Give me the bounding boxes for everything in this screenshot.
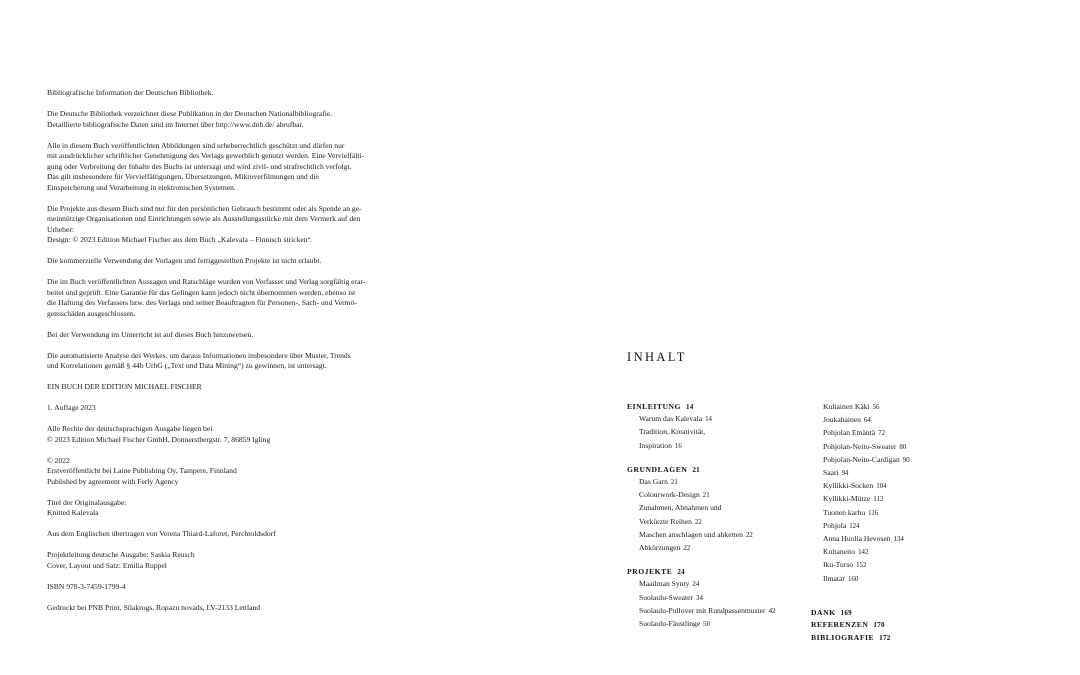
imprint-line: meinnützige Organisationen und Einrichtungen sowie als Ausstellungsstücke mit dem Vermerk auf den (47, 214, 361, 223)
toc-entry[interactable] (627, 578, 827, 591)
toc-entry[interactable] (811, 533, 1026, 546)
toc-entry-page: 21 (670, 479, 678, 487)
toc-entry-page: 22 (694, 518, 702, 526)
toc-section-heading-bibliografie[interactable] (811, 632, 1026, 645)
toc-group-grundlagen (627, 464, 827, 555)
toc-entry[interactable] (811, 454, 1026, 467)
imprint-line: Urheber: (47, 224, 74, 234)
toc-columns (627, 401, 1037, 643)
toc-entry-label: Pohjolan-Neito-Cardigan (823, 454, 900, 464)
toc-entry-label: Anna Huolia Hevosen (823, 534, 891, 544)
toc-entry-label: Suolaulu-Pullover mit Rundpassenmuster (639, 605, 766, 615)
imprint-line: Cover, Layout und Satz: Emilia Ruppel (47, 560, 167, 570)
imprint-line: mit ausdrücklicher schriftlicher Genehmigung des Verlags gewerblich genutzt werden. Eine Vervielfälti- (47, 151, 365, 160)
imprint-paragraph-printer (47, 603, 407, 614)
toc-section-label: GRUNDLAGEN (627, 464, 688, 474)
imprint-paragraph-personal-use (47, 204, 407, 246)
imprint-line: Die kommerzielle Verwendung der Vorlagen und fertiggestellten Projekte ist nicht erlaubt. (47, 256, 322, 265)
toc-column-left (627, 401, 827, 631)
imprint-line-design-credit: Design: © 2023 Edition Michael Fischer aus dem Buch „Kalevala – Finnisch stricken“. (47, 235, 313, 244)
toc-entry-label: Suolaulu-Sweater (639, 592, 693, 602)
toc-entry-page: 22 (745, 531, 753, 539)
toc-entry-page: 34 (696, 594, 703, 602)
toc-entry[interactable] (811, 546, 1026, 559)
toc-section-heading-referenzen[interactable] (811, 619, 1026, 632)
imprint-line: und Korrelationen gemäß § 44b UrhG („Text und Data Mining“) zu gewinnen, ist untersagt. (47, 361, 327, 370)
imprint-line: Die im Buch veröffentlichten Aussagen und Ratschläge wurden von Verfasser und Verlag sorgfältig erar- (47, 277, 366, 286)
toc-entry[interactable] (811, 427, 1026, 440)
toc-entry-page: 22 (683, 545, 691, 553)
imprint-line: Die Projekte aus diesem Buch sind nur für den persönlichen Gebrauch bestimmt oder als Spende an ge- (47, 203, 362, 213)
toc-entry-page: 14 (705, 416, 712, 424)
toc-entry[interactable] (811, 493, 1026, 506)
toc-group-projekte (627, 566, 827, 631)
imprint-paragraph-copyright-images (47, 141, 407, 194)
toc-entry-label: Kultainen Käki (823, 402, 870, 411)
toc-entry[interactable] (811, 520, 1026, 533)
toc-entry-label: Abkürzungen (639, 543, 681, 553)
toc-entry-label: Maailman Synty (639, 579, 690, 589)
toc-entry-label: Pohjolan-Neito-Sweater (823, 441, 897, 451)
toc-entry[interactable] (627, 618, 827, 631)
imprint-line: Titel der Originalausgabe: (47, 497, 127, 507)
toc-entry[interactable] (811, 559, 1026, 572)
toc-entry-page: 94 (841, 470, 849, 478)
toc-entry[interactable] (627, 413, 827, 426)
imprint-paragraph-original-publisher (47, 456, 407, 488)
imprint-line: Bei der Verwendung im Unterricht ist auf dieses Buch hinzuweisen. (47, 329, 254, 339)
toc-section-heading-grundlagen[interactable] (627, 464, 827, 476)
toc-entry[interactable] (811, 414, 1026, 427)
imprint-paragraph-project-management (47, 550, 407, 571)
toc-entry-label: Tradition, Kreativität, (639, 427, 706, 437)
toc-entry-label: Joukahainen (823, 415, 861, 425)
toc-section-page: 21 (692, 465, 700, 474)
imprint-paragraph-classroom-use (47, 330, 407, 341)
toc-entry[interactable] (627, 489, 827, 502)
table-of-contents (627, 350, 1037, 643)
toc-group-einleitung (627, 401, 827, 453)
imprint-line: Die automatisierte Analyse des Werkes, um daraus Informationen insbesondere über Muster, Trends (47, 350, 351, 360)
toc-section-label: EINLEITUNG (627, 402, 682, 411)
toc-section-label: PROJEKTE (627, 567, 673, 577)
toc-heading: INHALT (627, 350, 687, 364)
toc-back-matter (811, 607, 1026, 645)
toc-entry[interactable] (627, 516, 827, 529)
imprint-line-original-title: Knitted Kalevala (47, 508, 99, 517)
toc-entry[interactable] (627, 502, 827, 515)
toc-entry[interactable] (811, 480, 1026, 493)
imprint-line: die Haftung des Verfassers bzw. des Verlags und seiner Beauftragten für Personen-, Sach- und Vermö- (47, 298, 357, 307)
toc-entry-page: 21 (702, 492, 710, 500)
toc-entry-page: 24 (692, 581, 700, 589)
toc-entry-page: 112 (873, 496, 884, 504)
toc-entry[interactable] (627, 542, 827, 555)
toc-column-right (811, 401, 1026, 645)
imprint-paragraph-commercial-use (47, 256, 407, 267)
toc-entry-label: Ilmatar (823, 573, 845, 583)
toc-entry-page: 104 (876, 483, 887, 491)
toc-section-page: 170 (873, 621, 885, 630)
toc-entry-page (721, 505, 724, 512)
toc-entry[interactable] (627, 605, 827, 618)
imprint-paragraph-edition (47, 403, 407, 414)
imprint-line: gung oder Verbreitung der Inhalte des Buchs ist untersagt und wird zivil- und strafrechtlich verfolgt. (47, 161, 352, 171)
toc-section-page: 24 (677, 568, 685, 577)
imprint-paragraph-bibliographic-info (47, 88, 407, 99)
toc-entry[interactable] (627, 440, 827, 453)
toc-entry-page: 16 (674, 442, 682, 450)
toc-entry-label: Kyllikki-Mütze (823, 494, 871, 504)
toc-entry-page: 56 (872, 404, 880, 411)
toc-section-heading-dank[interactable] (811, 607, 1026, 620)
toc-entry[interactable] (811, 507, 1026, 520)
toc-entry-page: 152 (856, 562, 867, 570)
imprint-line: © 2023 Edition Michael Fischer GmbH, Donnerstbergstr. 7, 86859 Igling (47, 434, 271, 444)
toc-entry[interactable] (811, 401, 1026, 414)
toc-entry-label: Das Garn (639, 477, 668, 487)
toc-entry-page: 80 (899, 443, 907, 451)
toc-entry-page: 72 (878, 430, 885, 438)
imprint-line: Erstveröffentlicht bei Laine Publishing Oy, Tampere, Finnland (47, 466, 237, 475)
toc-entry-page: 42 (768, 607, 776, 615)
toc-entry-label: Saari (823, 468, 839, 478)
toc-entry-label: Kyllikki-Socken (823, 481, 874, 491)
isbn-value: ISBN 978-3-7459-1799-4 (47, 581, 126, 591)
toc-section-page: 14 (686, 403, 694, 411)
imprint-paragraph-text-data-mining (47, 351, 407, 372)
toc-section-heading-projekte[interactable] (627, 566, 827, 578)
toc-entry[interactable] (811, 467, 1026, 480)
toc-entry[interactable] (811, 573, 1026, 586)
toc-entry-page: 160 (847, 575, 859, 583)
toc-entry-page: 116 (868, 509, 879, 517)
toc-entry-label: Zunahmen, Abnahmen und (639, 503, 722, 513)
imprint-line: Alle Rechte der deutschsprachigen Ausgabe liegen bei (47, 424, 213, 433)
imprint-line: EIN BUCH DER EDITION MICHAEL FISCHER (47, 382, 202, 391)
imprint-line: Published by agreement with Ferly Agency (47, 476, 179, 486)
imprint-line: 1. Auflage 2023 (47, 403, 96, 412)
imprint-line: Aus dem Englischen übertragen von Verena Thiard-Laforet, Perchtoldsdorf (47, 529, 276, 538)
imprint-line: © 2022 (47, 455, 70, 465)
imprint-line: Die Deutsche Bibliothek verzeichnet diese Publikation in der Deutschen Nationalbibliografie. (47, 109, 333, 118)
toc-entry[interactable] (627, 592, 827, 605)
toc-entry[interactable] (811, 441, 1026, 454)
imprint-paragraph-isbn (47, 582, 407, 593)
toc-entry-label: Pohjolan Emäntä (823, 428, 876, 438)
toc-section-page: 172 (879, 634, 891, 643)
toc-entry-page: 142 (858, 549, 869, 557)
toc-entry[interactable] (627, 476, 827, 489)
imprint-paragraph-original-title (47, 498, 407, 519)
imprint-line: beitet und geprüft. Eine Garantie für das Gelingen kann jedoch nicht übernommen werden, ebenso ist (47, 287, 356, 297)
toc-entry-label: Warum das Kalevala (639, 414, 703, 424)
imprint-line: Alle in diesem Buch veröffentlichten Abbildungen sind urheberrechtlich geschützt und dürfen nur (47, 140, 345, 150)
imprint-paragraph-translator (47, 529, 407, 540)
imprint-text-block (47, 88, 407, 613)
toc-entry-page: 124 (849, 522, 860, 530)
imprint-line: Projektleitung deutsche Ausgabe: Saskia Reusch (47, 550, 195, 559)
imprint-paragraph-liability (47, 277, 407, 319)
toc-entry-label: Pohjola (823, 520, 847, 530)
toc-section-label: BIBLIOGRAFIE (811, 633, 875, 643)
toc-entry-page: 64 (863, 417, 871, 425)
imprint-paragraph-german-rights (47, 424, 407, 445)
toc-entry[interactable] (627, 529, 827, 542)
imprint-line: gensschäden ausgeschlossen. (47, 308, 136, 318)
toc-section-label: REFERENZEN (811, 620, 869, 630)
imprint-paragraph-publisher-imprint-note (47, 382, 407, 393)
imprint-line: Detaillierte bibliografische Daten sind im Internet über http://www.dnb.de/ abrufbar. (47, 119, 304, 129)
imprint-line: Bibliografische Information der Deutschen Bibliothek. (47, 88, 214, 97)
toc-entry-label: Inspiration (639, 440, 672, 450)
toc-entry[interactable] (627, 426, 827, 439)
imprint-paragraph-national-bibliography (47, 109, 407, 130)
toc-entry-label: Maschen anschlagen und abketten (639, 529, 743, 539)
toc-section-label: DANK (811, 607, 836, 617)
toc-entry-page: 50 (703, 621, 711, 629)
toc-entry-page (705, 429, 708, 436)
toc-entry-label: Suolaulu-Fäustlinge (639, 619, 701, 629)
toc-section-page: 169 (840, 608, 852, 617)
toc-entry-label: Colourwork-Design (639, 490, 700, 500)
imprint-line: Gedruckt bei PNB Print, Silakrogs, Ropazu novads, LV-2133 Lettland (47, 602, 261, 612)
toc-entry-page: 90 (902, 456, 910, 464)
imprint-line: Das gilt insbesondere für Vervielfältigungen, Übersetzungen, Mikroverfilmungen und die (47, 172, 319, 181)
toc-entry-label: Verkürzte Reihen (639, 516, 692, 526)
toc-entry-label: Kultaneito (823, 547, 856, 557)
toc-entry-label: Iku-Turso (823, 560, 854, 570)
toc-entry-label: Tuonen karhu (823, 507, 866, 517)
toc-section-heading-einleitung[interactable] (627, 401, 827, 413)
imprint-line: Einspeicherung und Verarbeitung in elektronischen Systemen. (47, 182, 236, 192)
toc-entry-page: 134 (893, 536, 904, 544)
